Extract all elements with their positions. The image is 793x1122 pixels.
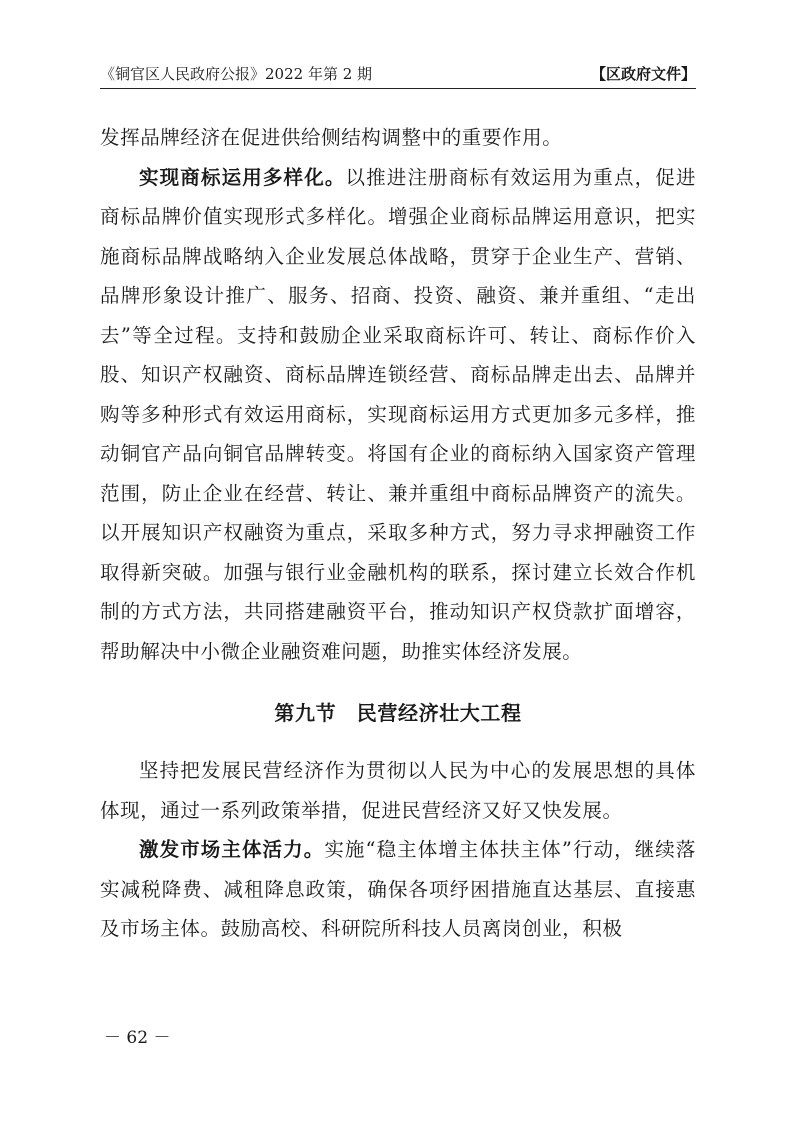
paragraph-body-text: 实施“稳主体增主体扶主体”行动，继续落实减税降费、减租降息政策，确保各项纾困措施直达基层、直接惠及市场主体。鼓励高校、科研院所科技人员离岗创业，积极 <box>100 838 696 940</box>
paragraph-lead-heading: 实现商标运用多样化。 <box>139 165 346 189</box>
section-heading: 第九节 民营经济壮大工程 <box>274 701 522 725</box>
paragraph-continuation: 发挥品牌经济在促进供给侧结构调整中的重要作用。 <box>100 126 563 149</box>
paragraph-market-vitality <box>100 830 696 949</box>
journal-title: 《铜官区人民政府公报》2022 年第 2 期 <box>100 65 373 83</box>
paragraph-private-economy-intro: 坚持把发展民营经济作为贯彻以人民为中心的发展思想的具体体现，通过一系列政策举措，促进民营经济又好又快发展。 <box>100 759 696 822</box>
paragraph-trademark-usage <box>100 158 696 672</box>
document-category: 【区政府文件】 <box>590 65 696 83</box>
header-divider <box>100 88 696 89</box>
document-body <box>100 118 696 949</box>
paragraph-body-text: 以推进注册商标有效运用为重点，促进商标品牌价值实现形式多样化。增强企业商标品牌运用意识，把实施商标品牌战略纳入企业发展总体战略，贯穿于企业生产、营销、品牌形象设计推广、服务、招商、投资、融资、兼并重组、“走出去”等全过程。支持和鼓励企业采取商标许可、转让、商标作价入股、知识产权融资、商标品牌连锁经营、商标品牌走出去、品牌并购等多种形式有效运用商标，实现商标运用方式更加多元多样，推动铜官产品向铜官品牌转变。将国有企业的商标纳入国家资产管理范围，防止企业在经营、转让、兼并重组中商标品牌资产的流失。以开展知识产权融资为重点，采取多种方式，努力寻求押融资工作取得新突破。加强与银行业金融机构的联系，探讨建立长效合作机制的方式方法，共同搭建融资平台，推动知识产权贷款扩面增容，帮助解决中小微企业融资难问题，助推实体经济发展。 <box>100 165 696 663</box>
page-header <box>100 62 696 86</box>
paragraph-lead-heading: 激发市场主体活力。 <box>139 838 325 861</box>
page-number: － 62 － <box>104 1028 171 1048</box>
